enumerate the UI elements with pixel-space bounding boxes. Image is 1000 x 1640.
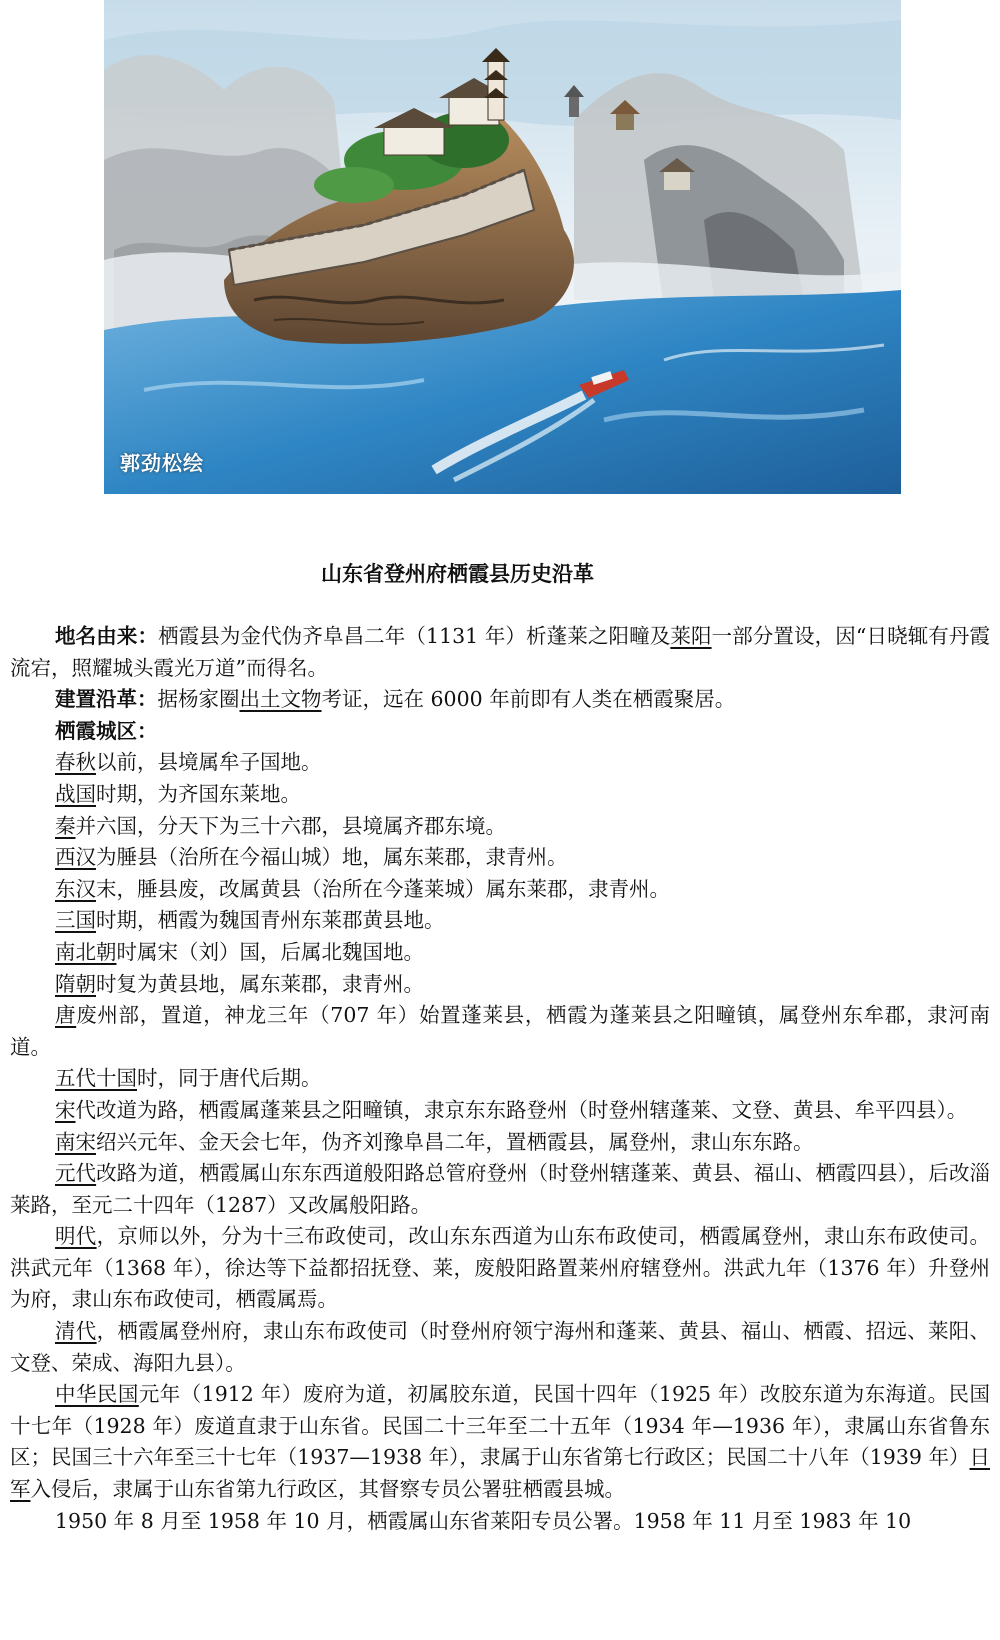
painting-artwork bbox=[104, 0, 901, 494]
era-name: 三国 bbox=[55, 908, 96, 933]
label-name-origin: 地名由来： bbox=[55, 624, 159, 648]
underlined-term: 莱阳 bbox=[670, 624, 712, 648]
history-entry bbox=[10, 1095, 990, 1127]
era-text: 以前，县境属牟子国地。 bbox=[96, 750, 322, 775]
landscape-painting bbox=[104, 0, 901, 494]
history-entry bbox=[10, 905, 990, 937]
text-segment: 考证，远在 6000 年前即有人类在栖霞聚居。 bbox=[321, 687, 736, 712]
era-name: 南宋 bbox=[55, 1129, 96, 1154]
era-text: 为腄县（治所在今福山城）地，属东莱郡，隶青州。 bbox=[96, 845, 568, 870]
paragraph-modern: 1950 年 8 月至 1958 年 10 月，栖霞属山东省莱阳专员公署。1958 年 11 月至 1983 年 10 bbox=[55, 1508, 912, 1533]
text-segment: 栖霞县为金代伪齐阜昌二年（1131 年）析蓬莱之阳疃及 bbox=[158, 624, 671, 648]
history-entry bbox=[10, 1221, 990, 1316]
paragraph-founding bbox=[10, 684, 990, 716]
era-text: 入侵后，隶属于山东省第九行政区，其督察专员公署驻栖霞县城。 bbox=[30, 1477, 625, 1502]
era-text: 时复为黄县地，属东莱郡，隶青州。 bbox=[96, 971, 424, 996]
era-text: ，栖霞属登州府，隶山东布政使司（时登州府领宁海州和蓬莱、黄县、福山、栖霞、招远、莱阳、文登、荣成、海阳九县）。 bbox=[10, 1319, 991, 1375]
painting-signature: 郭劲松绘 bbox=[120, 451, 204, 475]
label-founding: 建置沿革： bbox=[55, 687, 158, 712]
era-name: 宋 bbox=[55, 1097, 76, 1122]
era-text: 改路为道，栖霞属山东东西道般阳路总管府登州（时登州辖蓬莱、黄县、福山、栖霞四县），后改淄莱路，至元二十四年（1287）又改属般阳路。 bbox=[10, 1161, 991, 1217]
text-segment: 据杨家圈 bbox=[157, 687, 240, 712]
history-entry bbox=[10, 811, 990, 843]
era-text: 时属宋（刘）国，后属北魏国地。 bbox=[116, 939, 424, 964]
history-entry bbox=[10, 779, 990, 811]
paragraph-republic bbox=[10, 1379, 990, 1505]
underlined-term: 日军 bbox=[10, 1445, 990, 1502]
era-text: 元年（1912 年）废府为道，初属胶东道，民国十四年（1925 年）改胶东道为东海道。民国十七年（1928 年）废道直隶于山东省。民国二十三年至二十五年（1934 年—1936 年），隶属山东省鲁东区；民国三十六年至三十七年（1937—1938 年），隶属于山东省第七行政区；民国二十八年（1939 年） bbox=[10, 1382, 990, 1470]
underlined-term: 出土文物 bbox=[239, 687, 322, 712]
era-text: 时期，为齐国东莱地。 bbox=[96, 781, 301, 806]
era-text: ，京师以外，分为十三布政使司，改山东东西道为山东布政使司，栖霞属登州，隶山东布政使司。洪武元年（1368 年），徐达等下益都招抚登、莱，废般阳路置莱州府辖登州。洪武九年（1376 年）升登州为府，隶山东布政使司，栖霞属焉。 bbox=[10, 1224, 991, 1312]
district-heading bbox=[10, 716, 990, 748]
document-title: 山东省登州府栖霞县历史沿革 bbox=[321, 561, 594, 586]
history-entry bbox=[10, 969, 990, 1001]
document-body bbox=[10, 621, 990, 1537]
paragraph-name-origin bbox=[10, 621, 990, 684]
era-text: 并六国，分天下为三十六郡，县境属齐郡东境。 bbox=[75, 813, 506, 838]
history-entry bbox=[10, 1316, 990, 1379]
history-entry bbox=[10, 1158, 990, 1221]
era-text: 废州部，置道，神龙三年（707 年）始置蓬莱县，栖霞为蓬莱县之阳疃镇，属登州东牟郡，隶河南道。 bbox=[10, 1003, 990, 1059]
history-entry bbox=[10, 874, 990, 906]
era-name: 战国 bbox=[55, 781, 96, 806]
era-name: 隋朝 bbox=[55, 971, 96, 996]
history-entry bbox=[10, 937, 990, 969]
era-name: 元代 bbox=[55, 1161, 97, 1186]
history-entry bbox=[10, 747, 990, 779]
era-name: 南北朝 bbox=[55, 939, 117, 964]
era-text: 时，同于唐代后期。 bbox=[137, 1066, 322, 1091]
era-name: 春秋 bbox=[55, 750, 96, 775]
era-text: 代改道为路，栖霞属蓬莱县之阳疃镇，隶京东东路登州（时登州辖蓬莱、文登、黄县、牟平四县）。 bbox=[75, 1097, 968, 1122]
history-entry bbox=[10, 1063, 990, 1095]
era-name: 五代十国 bbox=[55, 1066, 137, 1091]
era-text: 末，腄县废，改属黄县（治所在今蓬莱城）属东莱郡，隶青州。 bbox=[96, 876, 670, 901]
era-name: 明代 bbox=[55, 1224, 97, 1249]
era-name: 秦 bbox=[55, 813, 76, 838]
era-name: 西汉 bbox=[55, 845, 96, 870]
era-name: 清代 bbox=[55, 1319, 97, 1344]
era-name: 东汉 bbox=[55, 876, 96, 901]
era-text: 时期，栖霞为魏国青州东莱郡黄县地。 bbox=[96, 908, 445, 933]
history-entry bbox=[10, 1000, 990, 1063]
era-text: 绍兴元年、金天会七年，伪齐刘豫阜昌二年，置栖霞县，属登州，隶山东东路。 bbox=[96, 1129, 814, 1154]
history-entry bbox=[10, 842, 990, 874]
history-entry bbox=[10, 1127, 990, 1159]
era-name: 中华民国 bbox=[55, 1382, 139, 1407]
text-segment: 一部分置设，因“日晓辄有丹霞流宕，照耀城头霞光万道”而得名。 bbox=[10, 624, 991, 680]
era-name: 唐 bbox=[55, 1003, 77, 1028]
label-district: 栖霞城区： bbox=[55, 718, 158, 743]
